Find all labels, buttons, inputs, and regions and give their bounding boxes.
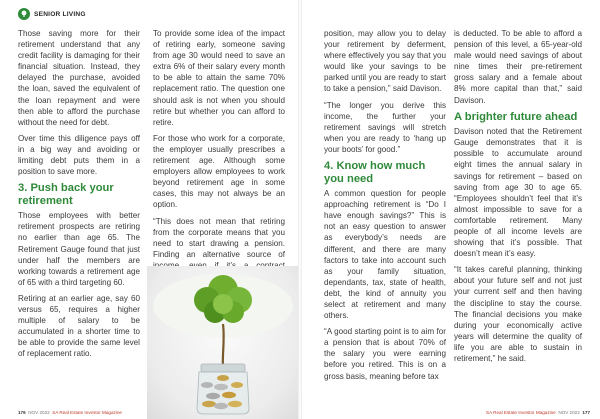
paragraph: “This does not mean that retiring from the corporate means that you need to start drawing a pension. Finding an alternative source of <box>153 216 285 259</box>
paragraph: is deducted. To be able to afford a pension of this level, a 65-year-old male would need savings of about nine times their pre-retirement gross salary and a female about 8% more capital than that,” said Davison. <box>454 29 582 105</box>
left-column-2 <box>153 28 285 287</box>
issue-date: NOV 2022 <box>558 410 580 415</box>
paragraph: Those saving more for their retirement understand that any credit facility is damaging for their financial situation. Instead, they delayed the purchase, avoided the loan, saved the equivalent of the loan repayment and were then able to afford the purchase without the need for debt. <box>18 29 140 127</box>
right-column-1 <box>324 28 446 387</box>
magazine-name: SA Real Estate Investor Magazine <box>486 410 556 415</box>
left-footer <box>18 410 122 415</box>
subheading: 4. Know how much you need <box>324 160 426 185</box>
left-column-1 <box>18 28 140 364</box>
section-header <box>18 8 86 20</box>
magazine-name: SA Real Estate Investor Magazine <box>52 410 122 415</box>
page-number: 176 <box>18 410 26 415</box>
paragraph: position, may allow you to delay your retirement by deferment, where effectively you say that you would like your savings to be parked until you are ready to start to take a pension,” said Davison. <box>324 29 446 94</box>
paragraph: Davison noted that the Retirement Gauge demonstrates that it is possible to accumulate around eight times the annual salary in savings for retirement – based on saving from age 30 to age 65. “Employees shouldn’t feel that it’s almost impossible to save for a comfortable retirement. Many people of all income levels are showing that it’s possible. That doesn’t mean it’s easy. <box>454 127 582 259</box>
tree-icon <box>18 8 30 20</box>
issue-date: NOV 2022 <box>28 410 50 415</box>
subheading: 3. Push back your retirement <box>18 182 114 207</box>
page-number: 177 <box>582 410 590 415</box>
right-page <box>300 0 600 419</box>
paragraph: For those who work for a corporate, the employer usually prescribes a retirement age. Although some employers allow employees to work beyond retirement age in some cases, this may not always be an option. <box>153 133 285 210</box>
right-column-2 <box>454 28 582 369</box>
paragraph: “It takes careful planning, thinking about your future self and not just your current self and then having the discipline to stay the course. The financial decisions you make during your economically active years will determine the quality of life you are able to sustain in retirement,” he said. <box>454 265 582 364</box>
jar-of-coins-photo <box>147 266 300 419</box>
paragraph: “The longer you derive this income, the further your retirement savings will stretch when you are ready to ‘hang up your boots’ for good.” <box>324 100 446 154</box>
paragraph: A common question for people approaching retirement is “Do I have enough savings?” This is not an easy question to answer as everybody’s needs are different, and there are many factors to take into account such as your family situation, dependants, tax, state of health, debt, the kind of annuity you select at retirement and many others. <box>324 189 446 321</box>
paragraph: Over time this diligence pays off in a big way and avoiding or limiting debt puts them in a position to save more. <box>18 133 140 177</box>
subheading: A brighter future ahead <box>454 110 578 123</box>
section-title: SENIOR LIVING <box>34 10 86 18</box>
paragraph: Retiring at an earlier age, say 60 versus 65, requires a higher multiple of salary to be accumulated in a shorter time to be able to provide the same level of replacement ratio. <box>18 293 140 359</box>
paragraph: “A good starting point is to aim for a pension that is about 70% of the salary you were earning before you retired. This is on a gross basis, meaning before tax <box>324 327 446 381</box>
paragraph: Those employees with better retirement prospects are retiring no earlier than age 65. The Retirement Gauge found that just under half the members are working towards a retirement age of 65 with a third targeting 60. <box>18 211 140 287</box>
paragraph: To provide some idea of the impact of retiring early, someone saving from age 30 would need to save an extra 6% of their salary every month to be able to attain the same 70% replacement ratio. The question one should ask is not when you should retire but whether you can afford to retire. <box>153 29 285 127</box>
right-footer <box>486 410 590 415</box>
